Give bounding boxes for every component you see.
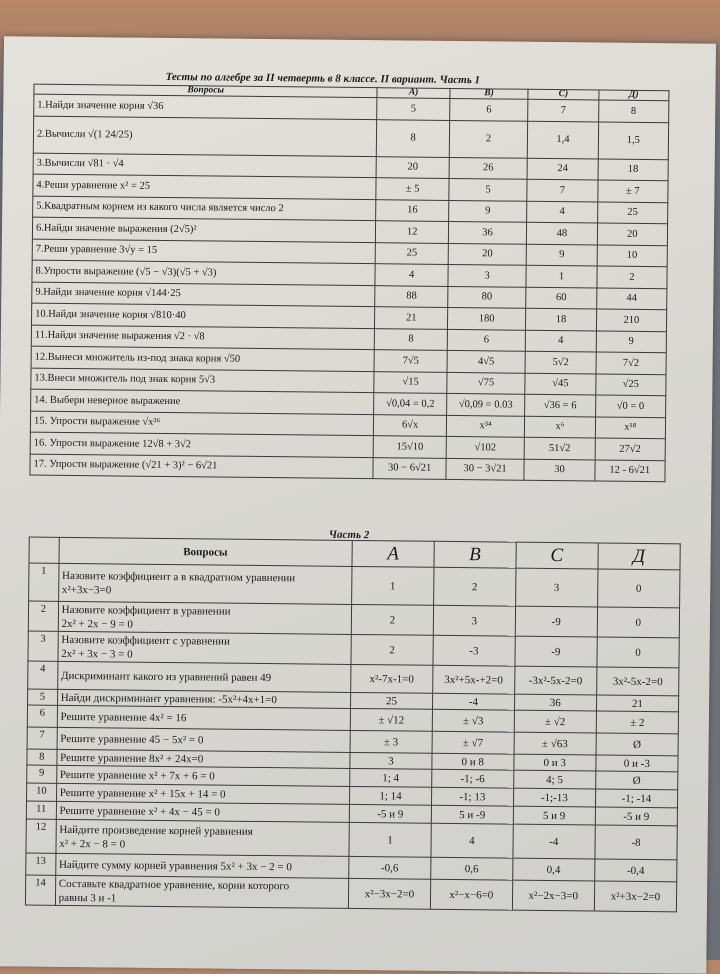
answer-option-a: 1: [349, 822, 432, 857]
question-text: 4.Реши уравнение x² = 25: [33, 174, 377, 199]
answer-option-c: ± √2: [514, 710, 596, 733]
page-title: Тесты по алгебре за II четверть в 8 классе. II вариант. Часть 1: [165, 70, 481, 87]
answer-option-b: 4√5: [447, 350, 526, 372]
answer-option-b: 2: [434, 567, 516, 606]
part1-table: [29, 84, 669, 483]
answer-option-a: 6√x: [374, 414, 447, 436]
question-number: 12: [26, 819, 56, 853]
answer-option-a: 7√5: [375, 350, 448, 372]
question-number: 9: [27, 765, 57, 783]
header-c: C: [516, 542, 598, 569]
question-cell: [57, 727, 350, 752]
answer-option-a: x²-7x-1=0: [351, 664, 433, 693]
question-equation: x² + 2x − 8 = 0: [59, 837, 126, 851]
answer-option-d: 1,5: [598, 121, 669, 159]
answer-option-c: 1: [526, 265, 597, 287]
answer-option-a: 8: [377, 119, 450, 157]
answer-option-d: ± 2: [596, 711, 678, 734]
question-cell: [55, 875, 348, 908]
answer-option-c: x⁶: [525, 416, 596, 438]
question-cell: [57, 661, 350, 692]
answer-option-c: √45: [525, 373, 596, 395]
header-questions: Вопросы: [34, 84, 378, 98]
answer-option-c: x²−2x−3=0: [512, 880, 594, 911]
question-text: Найдите сумму корней уравнения 5x² + 3x − 2 = 0: [58, 858, 292, 873]
answer-option-c: 5√2: [525, 351, 596, 373]
answer-option-b: -1; 13: [432, 787, 514, 806]
answer-option-d: 21: [596, 695, 678, 712]
answer-option-d: 8: [598, 100, 669, 122]
question-cell: [58, 563, 352, 604]
answer-option-b: √102: [446, 436, 525, 458]
question-text: 16. Упрости выражение 12√8 + 3√2: [30, 432, 374, 457]
question-number: 6: [27, 705, 57, 727]
answer-option-b: 9: [448, 200, 527, 222]
question-text: Составьте квадратное уравнение, корни которого: [58, 877, 290, 892]
question-cell: [58, 601, 351, 634]
answer-option-b: √0,09 = 0.03: [446, 393, 525, 415]
answer-option-a: 25: [376, 242, 449, 264]
answer-option-d: -5 и 9: [595, 807, 677, 826]
question-number: 10: [27, 783, 57, 801]
question-text: Найдите произведение корней уравнения: [59, 823, 253, 838]
answer-option-b: 80: [448, 286, 527, 308]
question-text: 2.Вычисли √(1 24/25): [33, 116, 377, 157]
header-b: B): [450, 88, 529, 99]
answer-option-c: 24: [527, 158, 598, 180]
answer-option-d: -8: [595, 825, 678, 860]
answer-option-a: 2: [351, 634, 433, 665]
answer-option-b: -1; -6: [432, 769, 514, 788]
question-text: 14. Выбери неверное выражение: [31, 389, 375, 414]
question-text: 17. Упрости выражение (√21 + 3)² − 6√21: [30, 454, 374, 479]
question-text: 1.Найди значение корня √36: [34, 94, 378, 119]
answer-option-c: -9: [515, 606, 597, 637]
answer-option-c: 0 и 3: [514, 754, 596, 771]
answer-option-c: 7: [527, 179, 598, 201]
answer-option-d: 210: [596, 309, 667, 331]
question-text: 8.Упрости выражение (√5 − √3)(√5 + √3): [32, 260, 376, 285]
answer-option-c: 1,4: [528, 121, 599, 159]
answer-option-a: 2: [351, 604, 433, 635]
answer-option-c: 4: [526, 330, 597, 352]
answer-option-a: 25: [350, 692, 432, 709]
answer-option-a: 1; 14: [349, 786, 431, 805]
question-number: 11: [26, 801, 56, 819]
question-text: Назовите коэффициент a в квадратном уравнении: [61, 569, 296, 584]
answer-option-a: ± 3: [350, 730, 432, 753]
answer-option-d: 0: [597, 569, 680, 608]
question-equation: 2x² + 3x − 3 = 0: [61, 647, 133, 661]
question-text: Назовите коэффициент в уравнении: [61, 603, 231, 618]
answer-option-c: 5 и 9: [513, 806, 595, 825]
paper-sheet: [0, 36, 716, 973]
answer-option-a: 4: [375, 264, 448, 286]
answer-option-b: 6: [450, 98, 529, 120]
answer-option-a: x²−3x−2=0: [348, 878, 430, 909]
answer-option-b: 3: [433, 605, 515, 636]
answer-option-c: 36: [514, 694, 596, 711]
answer-option-d: 20: [597, 223, 668, 245]
question-text: Решите уравнение x² + 15x + 14 = 0: [59, 786, 226, 801]
question-text: 10.Найди значение корня √810·40: [32, 303, 376, 328]
answer-option-d: 18: [598, 158, 669, 180]
answer-option-a: ± 5: [376, 178, 449, 200]
question-text: Решите уравнение 8x² + 24x=0: [60, 751, 204, 765]
header-b: B: [434, 541, 516, 568]
answer-option-d: -0,4: [595, 859, 677, 882]
question-text: 15. Упрости выражение √x³⁶: [30, 411, 374, 436]
answer-option-a: -5 и 9: [349, 804, 431, 823]
question-text: Назовите коэффициент c уравнении: [61, 633, 230, 648]
header-d: Д): [599, 90, 669, 101]
answer-option-a: 3: [350, 752, 432, 769]
answer-option-a: √0,04 = 0,2: [374, 393, 447, 415]
part2-title: Часть 2: [328, 528, 370, 542]
question-text: 3.Вычисли √81 · √4: [33, 153, 377, 178]
header-number: [29, 537, 59, 563]
answer-option-c: ± √63: [514, 732, 596, 755]
answer-option-b: 3x²+5x-+2=0: [433, 665, 515, 694]
answer-option-d: 10: [597, 244, 668, 266]
answer-option-b: √75: [447, 372, 526, 394]
answer-option-b: -4: [433, 693, 515, 710]
answer-option-d: Ø: [595, 771, 677, 790]
question-number: 1: [29, 563, 59, 601]
answer-option-b: 20: [448, 243, 527, 265]
answer-option-a: 5: [377, 98, 450, 120]
question-text: 6.Найди значение выражения (2√5)²: [32, 217, 376, 242]
answer-option-b: 4: [431, 823, 513, 858]
answer-option-c: 4; 5: [513, 770, 595, 789]
question-cell: [56, 819, 350, 856]
answer-option-b: 3: [448, 264, 527, 286]
answer-option-b: 36: [448, 221, 527, 243]
answer-option-d: ± 7: [597, 180, 668, 202]
answer-option-d: 0: [597, 607, 679, 638]
answer-option-a: 12: [376, 221, 449, 243]
answer-option-d: x²+3x−2=0: [594, 881, 676, 912]
header-a: A: [352, 540, 434, 567]
question-text: Решите уравнение 45 − 5x² = 0: [60, 732, 204, 746]
answer-option-b: 2: [449, 120, 528, 158]
question-text: Решите уравнение x² + 4x − 45 = 0: [59, 804, 220, 819]
answer-option-a: 16: [376, 199, 449, 221]
answer-option-b: x³⁴: [446, 415, 525, 437]
question-text: Решите уравнение 4x² = 16: [60, 710, 187, 724]
question-text: Решите уравнение x² + 7x + 6 = 0: [59, 768, 215, 783]
question-number: 7: [27, 727, 57, 749]
header-d: Д: [598, 543, 680, 570]
answer-option-c: -4: [513, 824, 596, 859]
answer-option-c: 7: [528, 99, 599, 121]
answer-option-d: 9: [596, 330, 667, 352]
header-a: A): [377, 88, 449, 99]
answer-option-c: 30: [524, 459, 595, 481]
question-text: 12.Вынеси множитель из-под знака корня √50: [31, 346, 375, 371]
answer-option-d: x¹⁸: [595, 416, 666, 438]
question-number: 4: [28, 661, 58, 689]
answer-option-a: 15√10: [374, 436, 447, 458]
question-cell: [55, 853, 348, 878]
question-text: Найди дискриминант уравнения: -5x²+4x+1=0: [60, 691, 277, 706]
answer-option-d: 0: [597, 637, 679, 668]
answer-option-d: 3x²-5x-2=0: [596, 667, 678, 696]
question-number: 5: [28, 689, 58, 705]
answer-option-d: 2: [597, 266, 668, 288]
question-text: 11.Найди значение выражения √2 · √8: [31, 325, 375, 350]
answer-option-c: 18: [526, 308, 597, 330]
answer-option-d: √0 = 0: [595, 395, 666, 417]
answer-option-a: 8: [375, 328, 448, 350]
answer-option-d: √25: [595, 373, 666, 395]
answer-option-b: ± √7: [432, 731, 514, 754]
answer-option-a: -0,6: [349, 856, 431, 879]
answer-option-b: 26: [449, 157, 528, 179]
answer-option-a: 30 − 6√21: [373, 457, 446, 479]
answer-option-b: 180: [447, 307, 526, 329]
answer-option-b: x²−x−6=0: [430, 879, 512, 910]
answer-option-b: 5: [449, 178, 528, 200]
answer-option-d: Ø: [596, 733, 678, 756]
answer-option-d: 25: [597, 201, 668, 223]
answer-option-a: 1: [351, 566, 434, 605]
header-c: C): [528, 89, 598, 100]
answer-option-a: √15: [374, 371, 447, 393]
answer-option-a: 20: [377, 156, 450, 178]
answer-option-c: -3x²-5x-2=0: [514, 666, 596, 695]
answer-option-a: 1; 4: [350, 768, 432, 787]
question-text: 5.Квадратным корнем из какого числа является число 2: [33, 196, 377, 221]
answer-option-b: -3: [433, 635, 515, 666]
question-number: 13: [26, 853, 56, 875]
answer-option-c: 4: [527, 201, 598, 223]
header-questions: Вопросы: [59, 537, 352, 566]
answer-option-b: 30 − 3√21: [446, 458, 525, 480]
answer-option-d: 12 - 6√21: [595, 459, 666, 481]
answer-option-c: 60: [526, 287, 597, 309]
question-cell: [57, 705, 350, 730]
question-equation: x²+3x−3=0: [61, 583, 112, 596]
question-cell: [58, 631, 351, 664]
answer-option-d: 44: [596, 287, 667, 309]
answer-option-d: 27√2: [595, 438, 666, 460]
answer-option-d: 0 и -3: [596, 755, 678, 772]
question-number: 8: [27, 749, 57, 765]
answer-option-c: 9: [526, 244, 597, 266]
answer-option-c: 51√2: [524, 437, 595, 459]
part2-table: [25, 537, 681, 913]
answer-option-b: 0 и 8: [432, 753, 514, 770]
answer-option-c: 0,4: [512, 858, 594, 881]
answer-option-b: 5 и -9: [431, 805, 513, 824]
answer-option-a: 88: [375, 285, 448, 307]
answer-option-c: 3: [515, 568, 598, 607]
question-number: 2: [28, 601, 58, 631]
question-text: Дискриминант какого из уравнений равен 49: [60, 669, 272, 684]
question-text: 9.Найди значение корня √144·25: [32, 282, 376, 307]
question-number: 3: [28, 631, 58, 661]
question-equation: 2x² + 2x − 9 = 0: [61, 617, 134, 631]
answer-option-a: 21: [375, 307, 448, 329]
answer-option-d: 7√2: [596, 352, 667, 374]
question-text: 13.Внеси множитель под знак корня 5√3: [31, 368, 375, 393]
answer-option-a: ± √12: [350, 708, 432, 731]
question-number: 14: [25, 875, 55, 905]
answer-option-b: ± √3: [432, 709, 514, 732]
answer-option-b: 6: [447, 329, 526, 351]
question-equation: равны 3 и -1: [58, 891, 117, 904]
question-text: 7.Реши уравнение 3√y = 15: [32, 239, 376, 264]
answer-option-b: 0,6: [431, 857, 513, 880]
question-row: [25, 875, 676, 912]
answer-option-c: √36 = 6: [525, 394, 596, 416]
answer-option-c: 48: [527, 222, 598, 244]
answer-option-c: -1;-13: [513, 788, 595, 807]
answer-option-c: -9: [515, 636, 597, 667]
answer-option-d: -1; -14: [595, 789, 677, 808]
